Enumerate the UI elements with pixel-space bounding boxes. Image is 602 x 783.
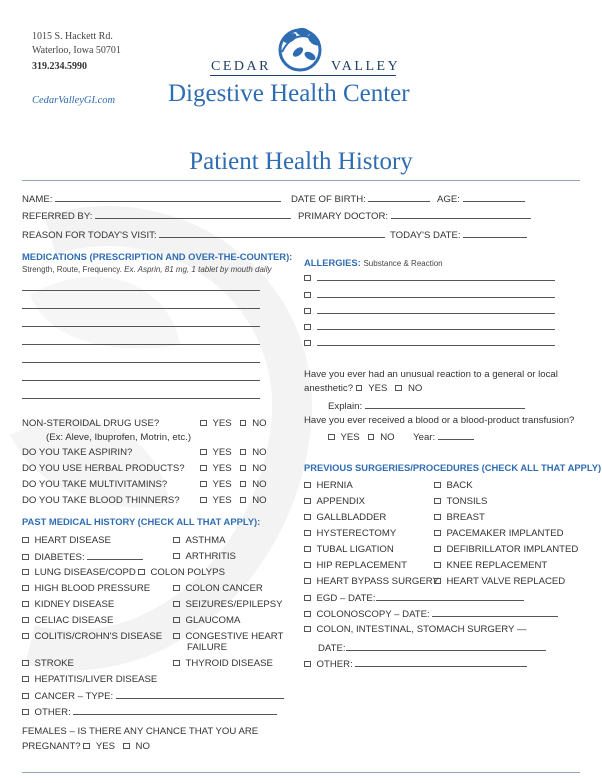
surg-colon-surgery[interactable]: COLON, INTESTINAL, STOMACH SURGERY — bbox=[304, 624, 527, 635]
explain-field[interactable]: Explain: bbox=[328, 400, 525, 412]
surg-defib[interactable]: DEFIBRILLATOR IMPLANTED bbox=[434, 544, 578, 555]
checkbox-no[interactable] bbox=[240, 481, 247, 488]
pmh-glaucoma[interactable]: GLAUCOMA bbox=[173, 615, 240, 626]
website-link[interactable]: CedarValleyGI.com bbox=[32, 95, 116, 106]
pmh-kidney[interactable]: KIDNEY DISEASE bbox=[22, 599, 114, 610]
cedar-valley-logo-icon bbox=[270, 22, 330, 72]
allergy-line[interactable] bbox=[304, 289, 555, 301]
pmh-stroke[interactable]: STROKE bbox=[22, 658, 74, 669]
pmh-hbp[interactable]: HIGH BLOOD PRESSURE bbox=[22, 583, 150, 594]
checkbox[interactable] bbox=[304, 308, 311, 315]
checkbox-no[interactable] bbox=[240, 449, 247, 456]
title-divider bbox=[22, 180, 580, 181]
checkbox-yes[interactable] bbox=[200, 449, 207, 456]
page-title: Patient Health History bbox=[189, 148, 413, 175]
checkbox-no[interactable] bbox=[368, 434, 375, 441]
medication-line[interactable] bbox=[22, 380, 260, 381]
pmh-colitis[interactable]: COLITIS/CROHN'S DISEASE bbox=[22, 631, 162, 642]
anesthetic-question: Have you ever had an unusual reaction to a general or local bbox=[304, 369, 558, 380]
checkbox-no[interactable] bbox=[240, 497, 247, 504]
pmh-asthma[interactable]: ASTHMA bbox=[173, 535, 225, 546]
checkbox-yes[interactable] bbox=[356, 385, 363, 392]
thinners-question: DO YOU TAKE BLOOD THINNERS? bbox=[22, 495, 180, 506]
surg-breast[interactable]: BREAST bbox=[434, 512, 485, 523]
transfusion-answer[interactable]: YES NO Year: bbox=[328, 431, 474, 443]
checkbox-no[interactable] bbox=[123, 743, 130, 750]
pmh-lung[interactable]: LUNG DISEASE/COPD bbox=[22, 567, 136, 578]
todays-date-field[interactable]: TODAY'S DATE: bbox=[390, 229, 527, 241]
surg-valve[interactable]: HEART VALVE REPLACED bbox=[434, 576, 565, 587]
allergy-line[interactable] bbox=[304, 272, 555, 284]
logo-word-valley: VALLEY bbox=[331, 59, 401, 74]
pmh-thyroid[interactable]: THYROID DISEASE bbox=[173, 658, 273, 669]
reason-field[interactable]: REASON FOR TODAY'S VISIT: bbox=[22, 229, 385, 241]
pregnancy-question: FEMALES – IS THERE ANY CHANCE THAT YOU ARE bbox=[22, 726, 259, 737]
pmh-other[interactable]: OTHER: bbox=[22, 706, 277, 718]
checkbox[interactable] bbox=[304, 340, 311, 347]
anesthetic-answer[interactable]: anesthetic? YES NO bbox=[304, 383, 423, 394]
herbal-answer[interactable]: YES NO bbox=[200, 463, 267, 474]
allergy-line[interactable] bbox=[304, 305, 555, 317]
pmh-chf[interactable]: CONGESTIVE HEART bbox=[173, 631, 283, 642]
thinners-answer[interactable]: YES NO bbox=[200, 495, 267, 506]
checkbox-yes[interactable] bbox=[200, 497, 207, 504]
surg-tubal[interactable]: TUBAL LIGATION bbox=[304, 544, 394, 555]
pmh-chf-line2: FAILURE bbox=[187, 642, 227, 653]
medication-line[interactable] bbox=[22, 398, 260, 399]
pmh-hepatitis[interactable]: HEPATITIS/LIVER DISEASE bbox=[22, 674, 157, 685]
allergy-line[interactable] bbox=[304, 321, 555, 333]
checkbox[interactable] bbox=[304, 324, 311, 331]
aspirin-question: DO YOU TAKE ASPIRIN? bbox=[22, 447, 133, 458]
address-line-2: Waterloo, Iowa 50701 bbox=[32, 45, 121, 56]
surg-colonoscopy[interactable]: COLONOSCOPY – DATE: bbox=[304, 608, 558, 620]
address-line-1: 1015 S. Hackett Rd. bbox=[32, 31, 113, 42]
name-field[interactable]: NAME: bbox=[22, 193, 281, 205]
herbal-question: DO YOU USE HERBAL PRODUCTS? bbox=[22, 463, 185, 474]
referred-by-field[interactable]: REFERRED BY: bbox=[22, 210, 291, 222]
checkbox-yes[interactable] bbox=[328, 434, 335, 441]
checkbox-yes[interactable] bbox=[200, 420, 207, 427]
surg-hernia[interactable]: HERNIA bbox=[304, 480, 353, 491]
pmh-diabetes[interactable]: DIABETES: bbox=[22, 551, 143, 563]
footer-divider bbox=[22, 772, 580, 773]
medication-line[interactable] bbox=[22, 290, 260, 291]
pmh-colon-cancer[interactable]: COLON CANCER bbox=[173, 583, 263, 594]
checkbox-no[interactable] bbox=[240, 465, 247, 472]
medication-line[interactable] bbox=[22, 344, 260, 345]
vitamins-answer[interactable]: YES NO bbox=[200, 479, 267, 490]
pmh-arthritis[interactable]: ARTHRITIS bbox=[173, 551, 236, 562]
checkbox-yes[interactable] bbox=[200, 465, 207, 472]
checkbox-no[interactable] bbox=[240, 420, 247, 427]
surg-back[interactable]: BACK bbox=[434, 480, 473, 491]
medications-subheading: Strength, Route, Frequency. Ex. Asprin, 81 mg, 1 tablet by mouth daily bbox=[22, 265, 272, 274]
allergies-heading: ALLERGIES: Substance & Reaction bbox=[304, 257, 443, 268]
primary-doctor-field[interactable]: PRIMARY DOCTOR: bbox=[298, 210, 531, 222]
medication-line[interactable] bbox=[22, 362, 260, 363]
logo-word-cedar: CEDAR bbox=[211, 59, 271, 74]
surg-bypass[interactable]: HEART BYPASS SURGERY bbox=[304, 576, 439, 587]
nsaid-question: NON-STEROIDAL DRUG USE? bbox=[22, 418, 160, 429]
surg-colon-surgery-date[interactable]: DATE: bbox=[318, 642, 546, 654]
checkbox[interactable] bbox=[304, 292, 311, 299]
checkbox-yes[interactable] bbox=[83, 743, 90, 750]
surg-tonsils[interactable]: TONSILS bbox=[434, 496, 487, 507]
surg-hip[interactable]: HIP REPLACEMENT bbox=[304, 560, 407, 571]
pmh-heading: PAST MEDICAL HISTORY (CHECK ALL THAT APPLY): bbox=[22, 516, 261, 527]
pmh-celiac[interactable]: CELIAC DISEASE bbox=[22, 615, 113, 626]
surg-appendix[interactable]: APPENDIX bbox=[304, 496, 365, 507]
pregnancy-answer[interactable]: PREGNANT? YES NO bbox=[22, 741, 150, 752]
transfusion-question: Have you ever received a blood or a blood-product transfusion? bbox=[304, 415, 575, 426]
medications-heading: MEDICATIONS (PRESCRIPTION AND OVER-THE-COUNTER): bbox=[22, 251, 293, 262]
surg-pacemaker[interactable]: PACEMAKER IMPLANTED bbox=[434, 528, 564, 539]
allergy-line[interactable] bbox=[304, 337, 555, 349]
surg-knee[interactable]: KNEE REPLACEMENT bbox=[434, 560, 547, 571]
surg-hysterectomy[interactable]: HYSTERECTOMY bbox=[304, 528, 396, 539]
nsaid-examples: (Ex: Aleve, Ibuprofen, Motrin, etc.) bbox=[46, 432, 192, 443]
dob-field[interactable]: DATE OF BIRTH: bbox=[291, 193, 430, 205]
surg-gallbladder[interactable]: GALLBLADDER bbox=[304, 512, 386, 523]
checkbox-no[interactable] bbox=[395, 385, 402, 392]
medication-line[interactable] bbox=[22, 308, 260, 309]
phone-number: 319.234.5990 bbox=[32, 61, 87, 72]
pmh-heart-disease[interactable]: HEART DISEASE bbox=[22, 535, 111, 546]
org-name: Digestive Health Center bbox=[168, 80, 410, 107]
aspirin-answer[interactable]: YES NO bbox=[200, 447, 267, 458]
nsaid-answer[interactable]: YES NO bbox=[200, 418, 267, 429]
surgeries-heading: PREVIOUS SURGERIES/PROCEDURES (CHECK ALL THAT APPLY) bbox=[304, 462, 602, 473]
surg-egd[interactable]: EGD – DATE: bbox=[304, 592, 524, 604]
age-field[interactable]: AGE: bbox=[437, 193, 525, 205]
surg-other[interactable]: OTHER: bbox=[304, 658, 527, 670]
pmh-seizures[interactable]: SEIZURES/EPILEPSY bbox=[173, 599, 283, 610]
checkbox[interactable] bbox=[304, 275, 311, 282]
pmh-colon-polyps[interactable]: COLON POLYPS bbox=[138, 567, 225, 578]
vitamins-question: DO YOU TAKE MULTIVITAMINS? bbox=[22, 479, 168, 490]
medication-line[interactable] bbox=[22, 326, 260, 327]
checkbox-yes[interactable] bbox=[200, 481, 207, 488]
pmh-cancer[interactable]: CANCER – TYPE: bbox=[22, 690, 284, 702]
